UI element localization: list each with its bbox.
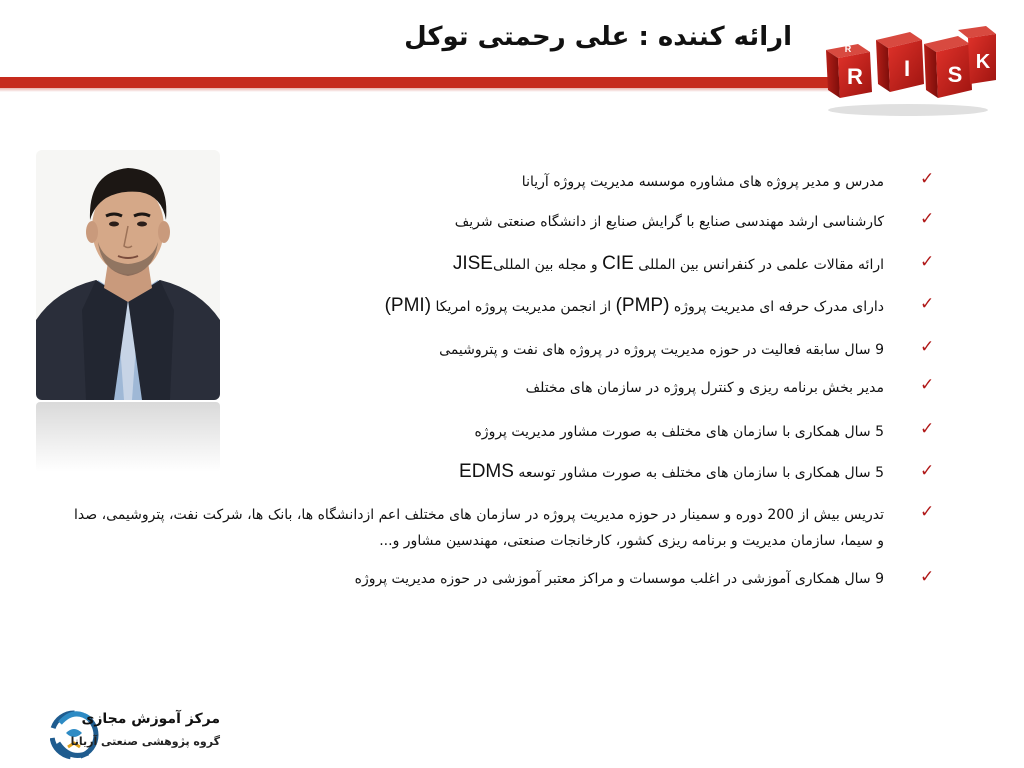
bullet-item: 9 سال سابقه فعالیت در حوزه مدیریت پروژه در پروژه های نفت و پتروشیمی bbox=[439, 342, 884, 358]
die-letter-i: I bbox=[903, 56, 911, 81]
bullet-text: 5 سال همکاری با سازمان های مختلف به صورت مشاور توسعه bbox=[518, 465, 884, 481]
check-icon: ✓ bbox=[920, 375, 935, 395]
svg-text:R: R bbox=[844, 44, 852, 54]
org-subtitle: گروه پژوهشی صنعتی آریانا bbox=[70, 735, 220, 748]
bullet-term: CIE bbox=[602, 253, 634, 274]
presenter-portrait-image bbox=[36, 150, 220, 400]
check-icon: ✓ bbox=[920, 419, 935, 439]
bullet-term: JISE bbox=[452, 253, 493, 274]
die-letter-r: R bbox=[847, 64, 863, 89]
org-name: مرکز آموزش مجازی bbox=[81, 711, 220, 727]
bullet-item: 9 سال همکاری آموزشی در اغلب موسسات و مراکز معتبر آموزشی در حوزه مدیریت پروژه bbox=[354, 571, 884, 587]
bullet-item: کارشناسی ارشد مهندسی صنایع با گرایش صنایع از دانشگاه صنعتی شریف bbox=[454, 214, 884, 230]
bullet-term: EDMS bbox=[459, 461, 514, 482]
die-i bbox=[876, 32, 924, 92]
bullet-text: ارائه مقالات علمی در کنفرانس بین المللی bbox=[638, 257, 884, 273]
bullet-item: مدرس و مدیر پروژه های مشاوره موسسه مدیریت پروژه آریانا bbox=[521, 174, 884, 190]
bullet-term: (PMI) bbox=[384, 295, 432, 316]
die-s bbox=[924, 36, 972, 98]
bullet-text: دارای مدرک حرفه ای مدیریت پروژه bbox=[673, 299, 884, 315]
check-icon: ✓ bbox=[920, 461, 935, 481]
bullet-item bbox=[385, 294, 884, 319]
photo-reflection bbox=[36, 402, 220, 472]
bullet-text: از انجمن مدیریت پروژه امریکا bbox=[435, 299, 612, 315]
bullet-text: و مجله بین المللی bbox=[492, 257, 598, 273]
die-letter-k: K bbox=[975, 51, 991, 73]
bullet-term: (PMP) bbox=[615, 295, 670, 316]
bullet-item bbox=[459, 460, 884, 485]
presenter-photo bbox=[36, 150, 220, 470]
die-r bbox=[826, 44, 872, 98]
check-icon: ✓ bbox=[920, 337, 935, 357]
slide-title: ارائه کننده : علی رحمتی توکل bbox=[404, 22, 792, 52]
header-band bbox=[0, 77, 860, 88]
check-icon: ✓ bbox=[920, 252, 935, 272]
check-icon: ✓ bbox=[920, 209, 935, 229]
bullet-item-multiline: تدریس بیش از 200 دوره و سمینار در حوزه مدیریت پروژه در سازمان های مختلف اعم ازدانشگاه ها، بانک ها، شرکت نفت، پتروشیمی، صدا و سیما، سازمان مدیریت و برنامه ریزی کشور، کارخانجات صنعتی، مهندسین مشاور و... bbox=[74, 507, 884, 549]
risk-dice-logo bbox=[818, 22, 998, 120]
check-icon: ✓ bbox=[920, 169, 935, 189]
die-letter-s: S bbox=[947, 62, 963, 87]
check-icon: ✓ bbox=[920, 567, 935, 587]
bullet-item: مدیر بخش برنامه ریزی و کنترل پروژه در سازمان های مختلف bbox=[525, 380, 884, 396]
check-icon: ✓ bbox=[920, 502, 935, 522]
bullet-item bbox=[453, 252, 884, 277]
header-band-shadow bbox=[0, 88, 860, 92]
bullet-item: 5 سال همکاری با سازمان های مختلف به صورت مشاور مدیریت پروژه bbox=[474, 424, 884, 440]
check-icon: ✓ bbox=[920, 294, 935, 314]
